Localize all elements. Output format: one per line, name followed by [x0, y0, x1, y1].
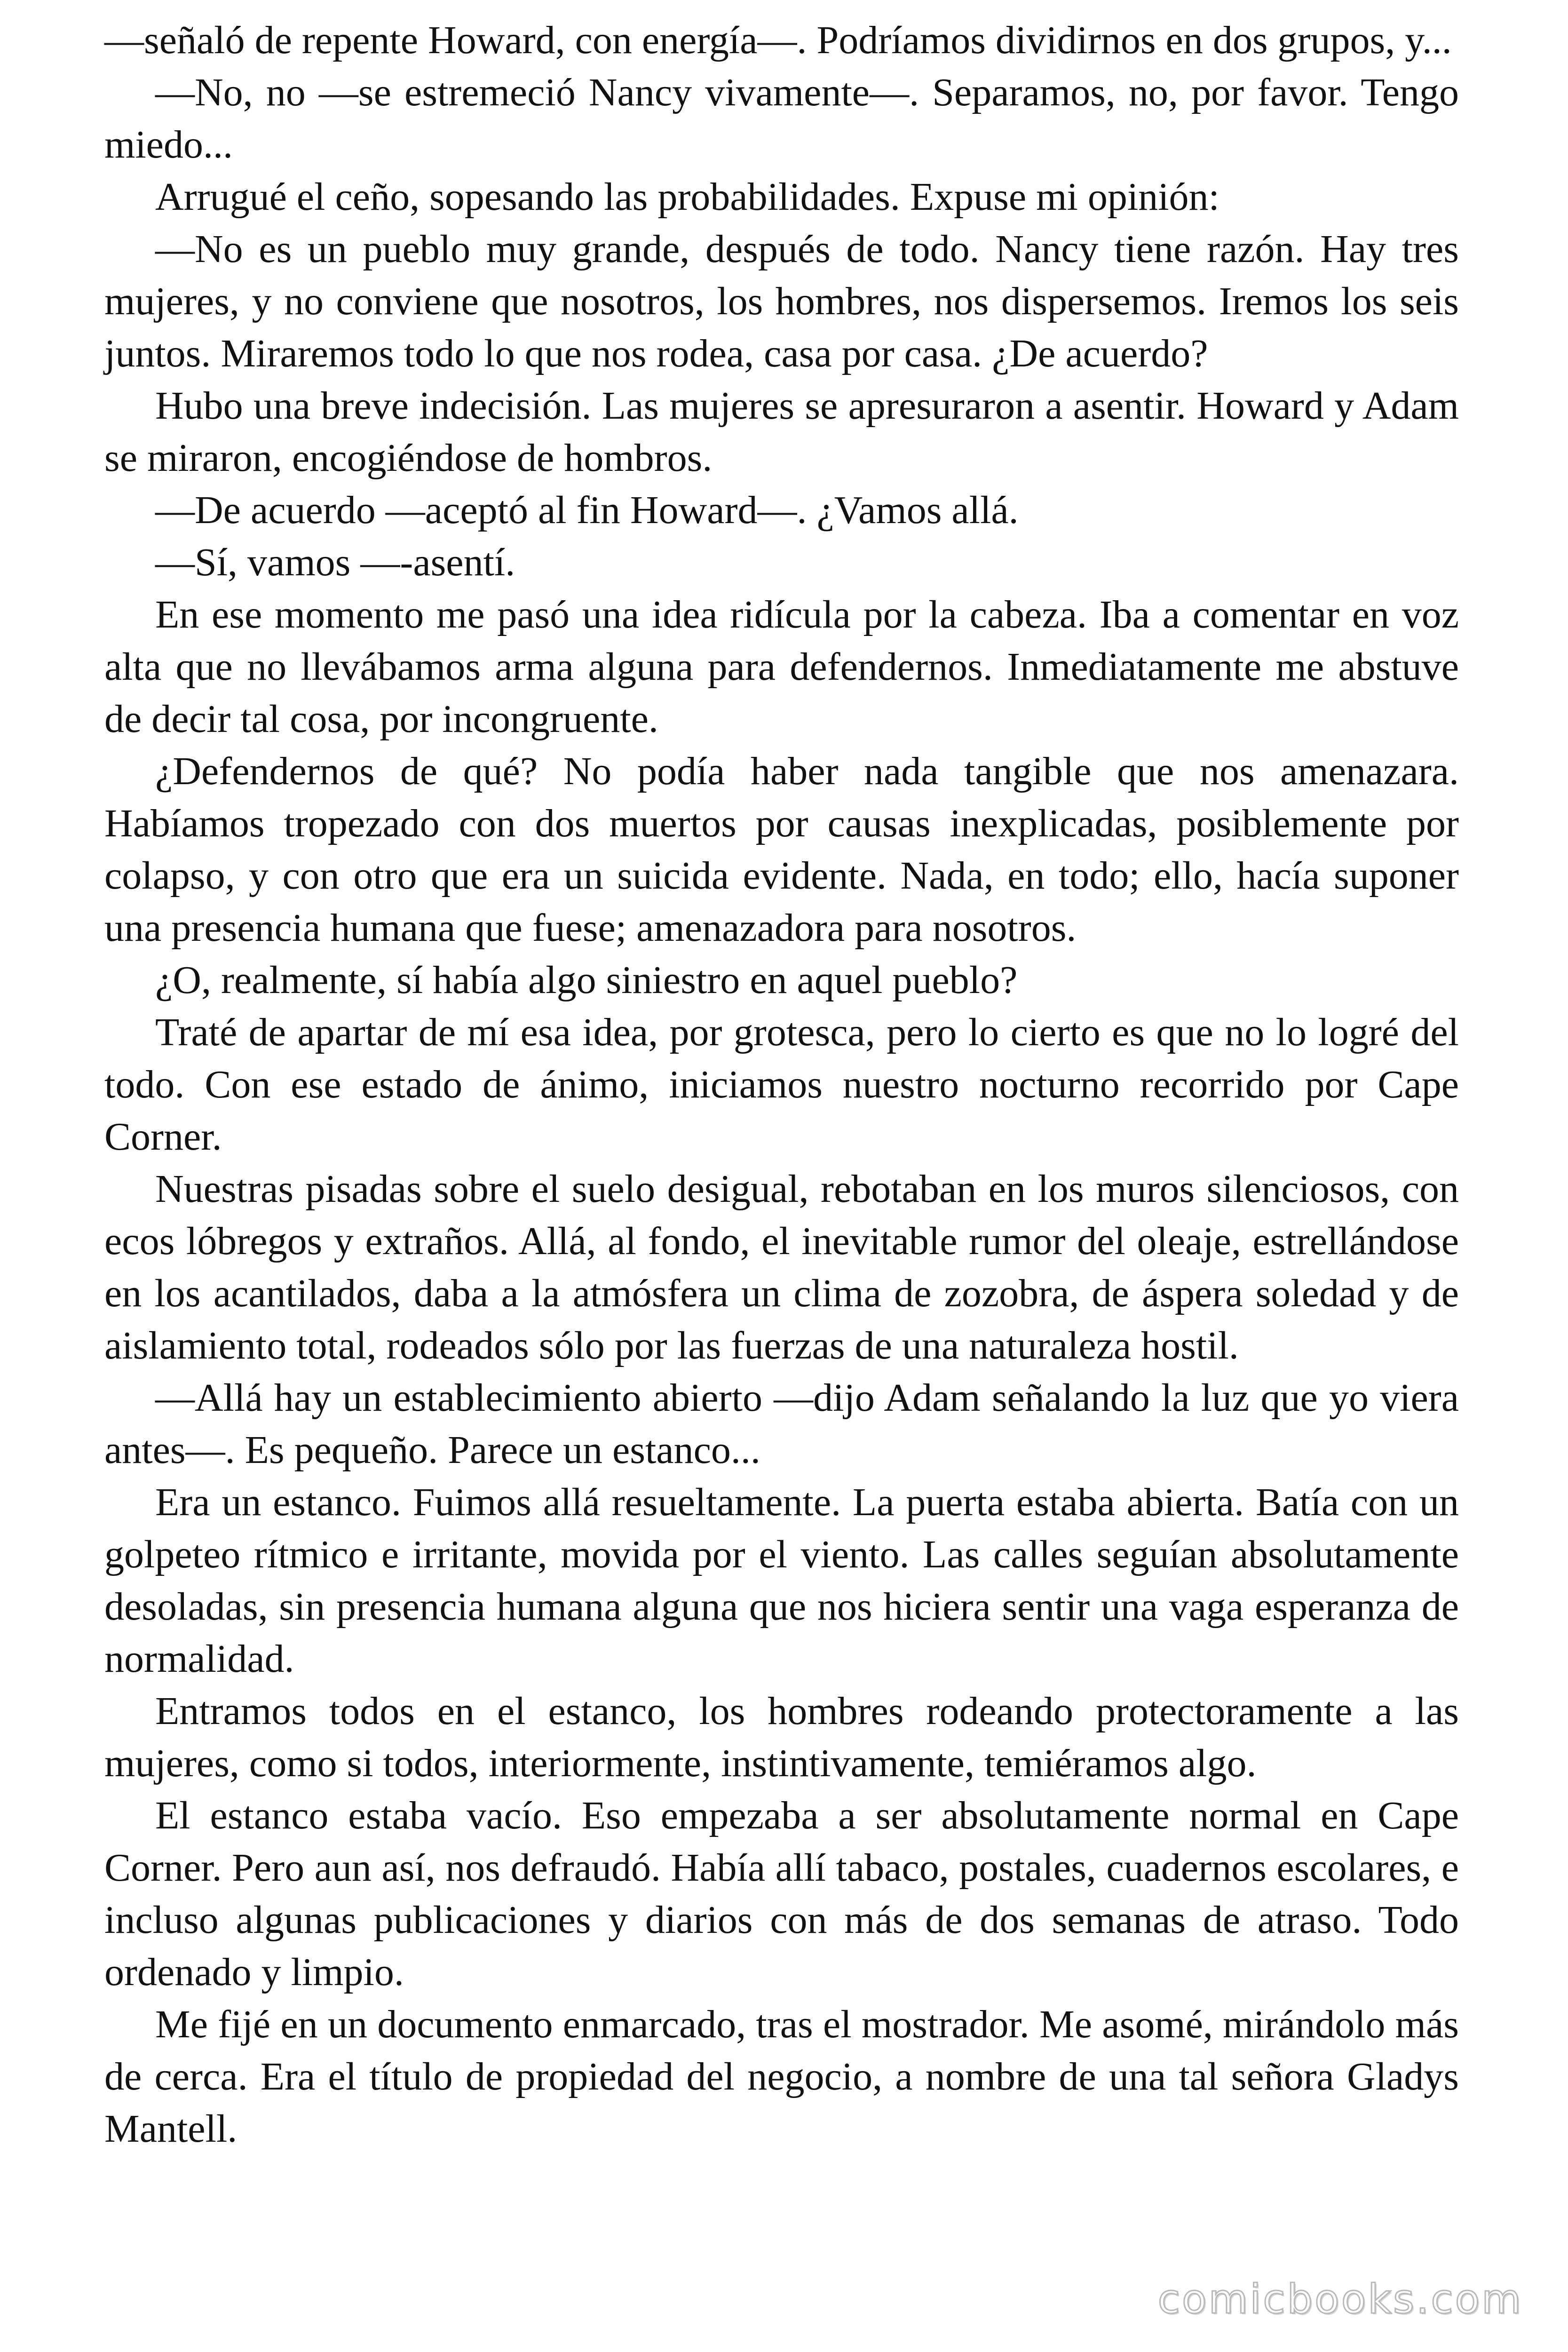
paragraph: ¿O, realmente, sí había algo siniestro en aquel pueblo?: [155, 958, 1018, 1002]
paragraph: —señaló de repente Howard, con energía—. Podríamos dividirnos en dos grupos, y...: [104, 18, 1452, 62]
paragraph: Traté de apartar de mí esa idea, por grotesca, pero lo cierto es que no lo logré del todo. Con ese estado de ánimo, iniciamos nuestro nocturno recorrido por Cape Corner.: [104, 1010, 1459, 1159]
paragraph: Me fijé en un documento enmarcado, tras el mostrador. Me asomé, mirándolo más de cerca. Era el título de propiedad del negocio, a nombre de una tal señora Gladys Mantell.: [104, 2002, 1459, 2151]
paragraph: —Allá hay un establecimiento abierto —dijo Adam señalando la luz que yo viera antes—. Es pequeño. Parece un estanco...: [104, 1376, 1459, 1472]
paragraph: El estanco estaba vacío. Eso empezaba a ser absolutamente normal en Cape Corner. Pero aun así, nos defraudó. Había allí tabaco, postales, cuadernos escolares, e incluso algunas publicaciones y diarios con más de dos semanas de atraso. Todo ordenado y limpio.: [104, 1794, 1459, 1994]
paragraph: Hubo una breve indecisión. Las mujeres se apresuraron a asentir. Howard y Adam se miraron, encogiéndose de hombros.: [104, 384, 1459, 480]
paragraph: —De acuerdo —aceptó al fin Howard—. ¿Vamos allá.: [155, 488, 1019, 532]
paragraph: —No, no —se estremeció Nancy vivamente—. Separamos, no, por favor. Tengo miedo...: [104, 71, 1459, 167]
paragraph: Entramos todos en el estanco, los hombres rodeando protectoramente a las mujeres, como si todos, interiormente, instintivamente, temiéramos algo.: [104, 1689, 1459, 1785]
paragraph: ¿Defendernos de qué? No podía haber nada tangible que nos amenazara. Habíamos tropezado con dos muertos por causas inexplicadas, posiblemente por colapso, y con otro que era un suicida evidente. Nada, en todo; ello, hacía suponer una presencia humana que fuese; amenazadora para nosotros.: [104, 749, 1459, 950]
paragraph: Arrugué el ceño, sopesando las probabilidades. Expuse mi opinión:: [155, 175, 1220, 219]
book-page-text: [104, 14, 1459, 2155]
paragraph: —No es un pueblo muy grande, después de todo. Nancy tiene razón. Hay tres mujeres, y no conviene que nosotros, los hombres, nos dispersemos. Iremos los seis juntos. Miraremos todo lo que nos rodea, casa por casa. ¿De acuerdo?: [104, 227, 1459, 375]
paragraph: Nuestras pisadas sobre el suelo desigual, rebotaban en los muros silenciosos, con ecos lóbregos y extraños. Allá, al fondo, el inevitable rumor del oleaje, estrellándose en los acantilados, daba a la atmósfera un clima de zozobra, de áspera soledad y de aislamiento total, rodeados sólo por las fuerzas de una naturaleza hostil.: [104, 1167, 1459, 1367]
watermark-text: comicbooks.com: [1157, 2276, 1523, 2323]
paragraph: En ese momento me pasó una idea ridícula por la cabeza. Iba a comentar en voz alta que no llevábamos arma alguna para defendernos. Inmediatamente me abstuve de decir tal cosa, por incongruente.: [104, 593, 1459, 741]
paragraph: Era un estanco. Fuimos allá resueltamente. La puerta estaba abierta. Batía con un golpeteo rítmico e irritante, movida por el viento. Las calles seguían absolutamente desoladas, sin presencia humana alguna que nos hiciera sentir una vaga esperanza de normalidad.: [104, 1480, 1459, 1681]
paragraph: —Sí, vamos —-asentí.: [155, 540, 515, 584]
